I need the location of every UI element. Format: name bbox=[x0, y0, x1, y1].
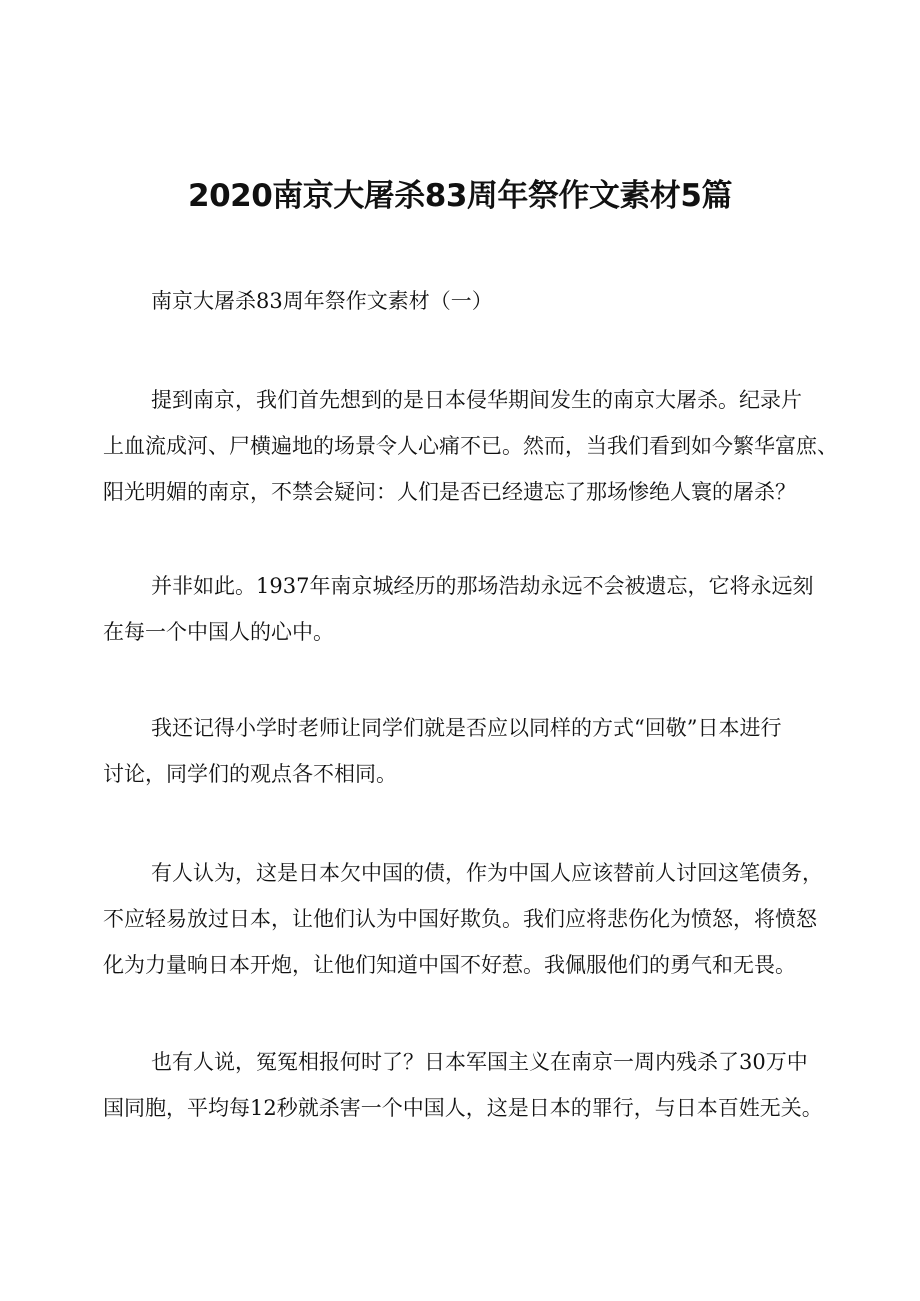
paragraph-5 bbox=[103, 1039, 823, 1131]
paragraph-line: 国同胞，平均每12秒就杀害一个中国人，这是日本的罪行，与日本百姓无关。 bbox=[103, 1096, 823, 1120]
paragraph-2 bbox=[103, 563, 823, 655]
section-heading: 南京大屠杀83周年祭作文素材（一） bbox=[151, 289, 493, 313]
paragraph-line: 提到南京，我们首先想到的是日本侵华期间发生的南京大屠杀。纪录片 bbox=[151, 388, 802, 412]
paragraph-line: 不应轻易放过日本，让他们认为中国好欺负。我们应将悲伤化为愤怒，将愤怒 bbox=[103, 907, 817, 931]
paragraph-line: 在每一个中国人的心中。 bbox=[103, 620, 334, 644]
paragraph-line: 化为力量晌日本开炮，让他们知道中国不好惹。我佩服他们的勇气和无畏。 bbox=[103, 953, 796, 977]
paragraph-line: 也有人说，冤冤相报何时了？日本军国主义在南京一周内残杀了30万中 bbox=[151, 1050, 808, 1074]
document-title: 2020南京大屠杀83周年祭作文素材5篇 bbox=[188, 178, 732, 214]
paragraph-line: 上血流成河、尸横遍地的场景令人心痛不已。然而，当我们看到如今繁华富庶、 bbox=[103, 434, 838, 458]
paragraph-3 bbox=[103, 705, 823, 797]
paragraph-line: 讨论，同学们的观点各不相同。 bbox=[103, 762, 397, 786]
paragraph-line: 阳光明媚的南京，不禁会疑问：人们是否已经遗忘了那场惨绝人寰的屠杀？ bbox=[103, 480, 796, 504]
paragraph-4 bbox=[103, 850, 823, 988]
paragraph-1 bbox=[103, 377, 838, 515]
paragraph-line: 有人认为，这是日本欠中国的债，作为中国人应该替前人讨回这笔债务， bbox=[151, 861, 823, 885]
paragraph-line: 并非如此。1937年南京城经历的那场浩劫永远不会被遗忘，它将永远刻 bbox=[151, 574, 814, 598]
paragraph-line: 我还记得小学时老师让同学们就是否应以同样的方式“回敬”日本进行 bbox=[151, 716, 782, 740]
